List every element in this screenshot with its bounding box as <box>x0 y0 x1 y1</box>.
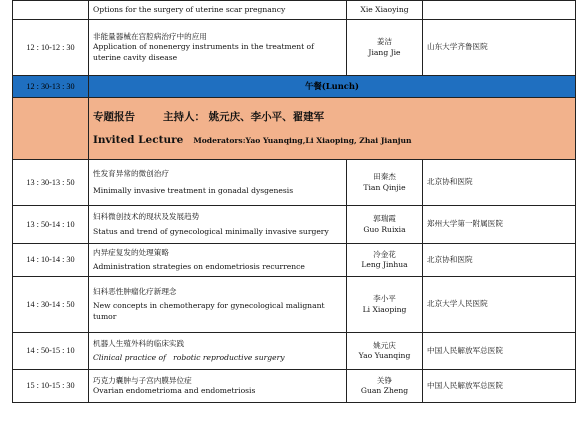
topic-zh: 非能量器械在宫腔病治疗中的应用 <box>93 32 207 42</box>
speaker-cell <box>347 370 423 403</box>
topic-cell <box>89 1 347 20</box>
table-row <box>13 206 576 244</box>
topic-zh: 妇科微创技术的现状及发展趋势 <box>93 212 200 222</box>
time-cell: 12 : 30-13 : 30 <box>13 76 89 98</box>
moderators-en: Moderators:Yao Yuanqing,Li Xiaoping, Zhai Jianjun <box>193 135 412 145</box>
topic-cell <box>89 370 347 403</box>
speaker-zh: 李小平 <box>373 294 396 304</box>
table-row <box>13 277 576 333</box>
table-row <box>13 333 576 370</box>
session-header-row <box>13 98 576 160</box>
session-title-zh-line <box>93 110 571 124</box>
topic-en: Administration strategies on endometriosis recurrence <box>93 262 305 271</box>
speaker-zh: 关铮 <box>376 375 393 385</box>
lunch-row <box>13 76 576 98</box>
topic-en: Status and trend of gynecological minimally invasive surgery <box>93 226 329 236</box>
institution-cell: 中国人民解放军总医院 <box>423 333 576 370</box>
time-cell: 14 : 50-15 : 10 <box>13 333 89 370</box>
speaker-zh: 冷金花 <box>373 249 396 259</box>
speaker-en: Leng Jinhua <box>361 260 408 269</box>
schedule-table <box>12 0 576 403</box>
institution-cell: 中国人民解放军总医院 <box>423 370 576 403</box>
topic-en: Options for the surgery of uterine scar pregnancy <box>93 4 286 14</box>
time-cell <box>13 1 89 20</box>
speaker-cell <box>347 20 423 76</box>
institution-cell: 山东大学齐鲁医院 <box>423 20 576 76</box>
speaker-en: Li Xiaoping <box>362 304 407 314</box>
topic-zh: 内异症复发的处理策略 <box>93 247 169 257</box>
speaker-zh: 姜洁 <box>376 37 393 47</box>
table-row <box>13 20 576 76</box>
institution-cell: 北京大学人民医院 <box>423 277 576 333</box>
session-title-en: Invited Lecture <box>93 133 184 146</box>
institution-cell: 北京协和医院 <box>423 244 576 277</box>
topic-en: Application of nonenergy instruments in the treatment of uterine cavity disease <box>93 42 314 62</box>
time-cell: 13 : 30-13 : 50 <box>13 160 89 206</box>
table-row <box>13 1 576 20</box>
time-cell: 13 : 50-14 : 10 <box>13 206 89 244</box>
lunch-label: 午餐(Lunch) <box>89 76 576 98</box>
speaker-cell <box>347 1 423 20</box>
speaker-cell <box>347 277 423 333</box>
speaker-zh: 姚元庆 <box>373 340 396 350</box>
topic-zh: 机器人生殖外科的临床实践 <box>93 338 185 348</box>
speaker-en: Yao Yuanqing <box>358 351 411 360</box>
speaker-en: Guan Zheng <box>360 386 409 395</box>
topic-cell <box>89 160 347 206</box>
speaker-cell <box>347 206 423 244</box>
institution-cell: 郑州大学第一附属医院 <box>423 206 576 244</box>
topic-en: New concepts in chemotherapy for gynecological malignant tumor <box>93 301 325 321</box>
session-cell <box>89 98 576 160</box>
topic-cell <box>89 277 347 333</box>
host-label: 主持人： <box>163 111 205 124</box>
session-title-zh: 专题报告 <box>93 111 135 124</box>
table-row <box>13 244 576 277</box>
topic-en: Minimally invasive treatment in gonadal dysgenesis <box>93 185 294 195</box>
topic-zh: 巧克力囊肿与子宫内膜异位症 <box>93 375 192 385</box>
speaker-zh: 郭瑞霞 <box>373 214 396 224</box>
topic-zh: 性发育异常的微创治疗 <box>93 169 169 179</box>
table-row <box>13 160 576 206</box>
topic-cell <box>89 333 347 370</box>
session-blank-cell <box>13 98 89 160</box>
hosts-zh: 姚元庆、李小平、翟建军 <box>208 111 325 124</box>
speaker-zh: 田秦杰 <box>373 172 396 182</box>
speaker-en: Guo Ruixia <box>363 224 406 234</box>
speaker-cell <box>347 244 423 277</box>
topic-cell <box>89 244 347 277</box>
speaker-en: Xie Xiaoying <box>360 4 409 14</box>
speaker-en: Tian Qinjie <box>363 182 406 192</box>
time-cell: 12 : 10-12 : 30 <box>13 20 89 76</box>
institution-cell <box>423 1 576 20</box>
topic-cell <box>89 206 347 244</box>
topic-zh: 妇科恶性肿瘤化疗新理念 <box>93 287 177 297</box>
speaker-en: Jiang Jie <box>368 47 401 57</box>
speaker-cell <box>347 333 423 370</box>
speaker-cell <box>347 160 423 206</box>
topic-cell <box>89 20 347 76</box>
topic-en: Clinical practice of robotic reproductive surgery <box>93 353 285 362</box>
time-cell: 15 : 10-15 : 30 <box>13 370 89 403</box>
institution-cell: 北京协和医院 <box>423 160 576 206</box>
topic-en: Ovarian endometrioma and endometriosis <box>93 386 256 395</box>
session-title-en-line <box>93 133 571 147</box>
time-cell: 14 : 30-14 : 50 <box>13 277 89 333</box>
time-cell: 14 : 10-14 : 30 <box>13 244 89 277</box>
table-row <box>13 370 576 403</box>
